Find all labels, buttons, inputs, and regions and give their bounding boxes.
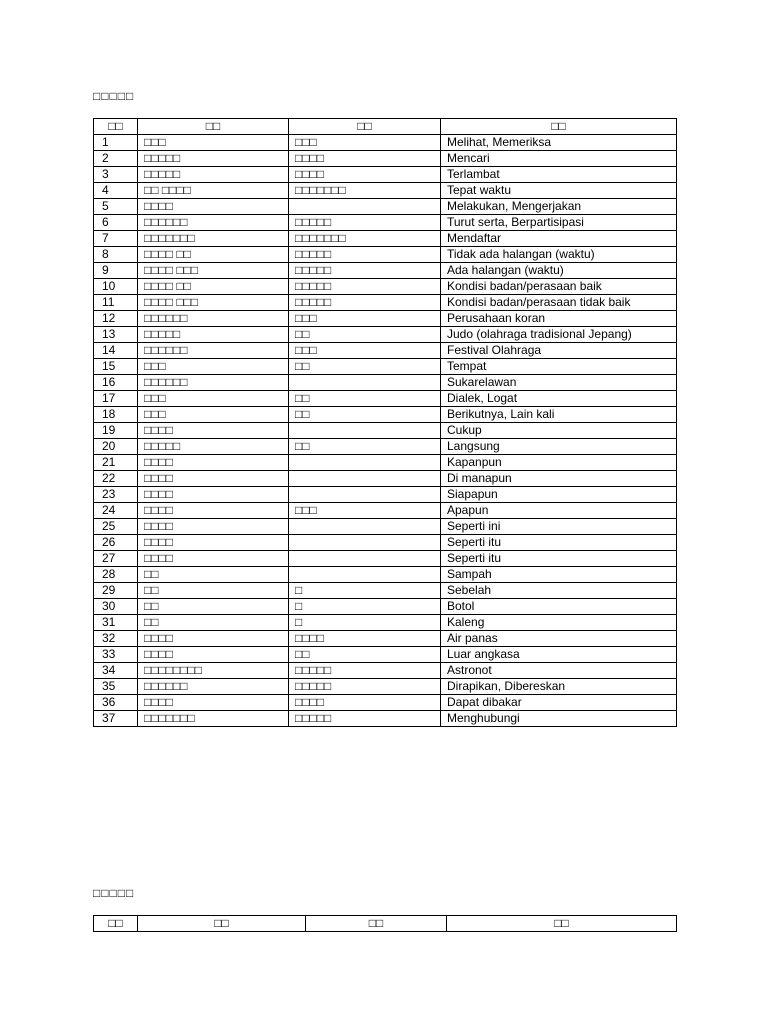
cell-meaning: Kaleng	[441, 615, 677, 631]
cell-kanji	[289, 535, 441, 551]
cell-meaning: Apapun	[441, 503, 677, 519]
cell-number: 28	[94, 567, 138, 583]
table-row	[94, 711, 677, 727]
cell-kanji	[289, 375, 441, 391]
header-reading: □□	[138, 916, 306, 932]
cell-reading: □□□□	[138, 519, 289, 535]
table-row	[94, 631, 677, 647]
cell-meaning: Di manapun	[441, 471, 677, 487]
cell-reading: □□□□	[138, 503, 289, 519]
header-reading: □□	[138, 119, 289, 135]
table-row	[94, 231, 677, 247]
cell-number: 31	[94, 615, 138, 631]
cell-reading: □□□□	[138, 535, 289, 551]
cell-meaning: Terlambat	[441, 167, 677, 183]
cell-number: 37	[94, 711, 138, 727]
table-row	[94, 151, 677, 167]
cell-number: 3	[94, 167, 138, 183]
table-row	[94, 599, 677, 615]
table-row	[94, 391, 677, 407]
cell-kanji: □□□□□	[289, 679, 441, 695]
header-number: □□	[94, 916, 138, 932]
cell-reading: □□□□ □□□	[138, 295, 289, 311]
cell-reading: □□□□	[138, 631, 289, 647]
cell-number: 24	[94, 503, 138, 519]
cell-reading: □□□□□□□□	[138, 663, 289, 679]
header-meaning: □□	[441, 119, 677, 135]
cell-kanji: □□□□□□□	[289, 231, 441, 247]
header-number: □□	[94, 119, 138, 135]
cell-reading: □□□	[138, 135, 289, 151]
cell-number: 27	[94, 551, 138, 567]
cell-kanji: □□□□	[289, 631, 441, 647]
table-row	[94, 215, 677, 231]
table-row	[94, 615, 677, 631]
cell-reading: □□□□	[138, 551, 289, 567]
cell-kanji: □□□□□	[289, 215, 441, 231]
cell-number: 16	[94, 375, 138, 391]
cell-reading: □□□□□	[138, 439, 289, 455]
cell-kanji: □□□	[289, 311, 441, 327]
cell-reading: □□□□□□□	[138, 231, 289, 247]
table-row	[94, 503, 677, 519]
cell-meaning: Langsung	[441, 439, 677, 455]
cell-kanji: □□□	[289, 135, 441, 151]
cell-number: 13	[94, 327, 138, 343]
cell-meaning: Astronot	[441, 663, 677, 679]
cell-number: 25	[94, 519, 138, 535]
cell-meaning: Mencari	[441, 151, 677, 167]
cell-meaning: Tidak ada halangan (waktu)	[441, 247, 677, 263]
cell-number: 14	[94, 343, 138, 359]
cell-number: 1	[94, 135, 138, 151]
cell-meaning: Tepat waktu	[441, 183, 677, 199]
cell-kanji: □□	[289, 647, 441, 663]
cell-reading: □□□□	[138, 471, 289, 487]
cell-kanji: □□□	[289, 503, 441, 519]
section-title-1: □□□□□	[93, 89, 135, 103]
cell-reading: □□□□□	[138, 151, 289, 167]
cell-meaning: Sukarelawan	[441, 375, 677, 391]
table-row	[94, 663, 677, 679]
cell-reading: □□ □□□□	[138, 183, 289, 199]
cell-reading: □□□□	[138, 695, 289, 711]
cell-meaning: Dapat dibakar	[441, 695, 677, 711]
cell-reading: □□	[138, 615, 289, 631]
table-row	[94, 167, 677, 183]
table-row	[94, 311, 677, 327]
cell-number: 26	[94, 535, 138, 551]
cell-reading: □□□□	[138, 199, 289, 215]
table-row	[94, 567, 677, 583]
header-meaning: □□	[447, 916, 677, 932]
table-row	[94, 327, 677, 343]
cell-meaning: Cukup	[441, 423, 677, 439]
cell-kanji	[289, 487, 441, 503]
cell-reading: □□□□	[138, 455, 289, 471]
table-header-row	[94, 916, 677, 932]
cell-reading: □□□□ □□□	[138, 263, 289, 279]
cell-meaning: Menghubungi	[441, 711, 677, 727]
cell-number: 19	[94, 423, 138, 439]
cell-reading: □□□□	[138, 423, 289, 439]
cell-number: 36	[94, 695, 138, 711]
cell-number: 20	[94, 439, 138, 455]
table-row	[94, 359, 677, 375]
table-row	[94, 551, 677, 567]
cell-kanji	[289, 455, 441, 471]
cell-number: 17	[94, 391, 138, 407]
cell-kanji	[289, 551, 441, 567]
cell-meaning: Judo (olahraga tradisional Jepang)	[441, 327, 677, 343]
table-row	[94, 263, 677, 279]
cell-meaning: Seperti itu	[441, 551, 677, 567]
cell-number: 12	[94, 311, 138, 327]
cell-number: 5	[94, 199, 138, 215]
table-row	[94, 199, 677, 215]
table-row	[94, 519, 677, 535]
cell-meaning: Seperti itu	[441, 535, 677, 551]
table-header-row	[94, 119, 677, 135]
table-row	[94, 647, 677, 663]
cell-number: 32	[94, 631, 138, 647]
cell-reading: □□	[138, 599, 289, 615]
cell-meaning: Siapapun	[441, 487, 677, 503]
table-row	[94, 135, 677, 151]
cell-kanji: □□	[289, 359, 441, 375]
cell-kanji: □□	[289, 327, 441, 343]
cell-reading: □□□□ □□	[138, 247, 289, 263]
cell-meaning: Ada halangan (waktu)	[441, 263, 677, 279]
table-row	[94, 695, 677, 711]
cell-meaning: Mendaftar	[441, 231, 677, 247]
cell-reading: □□□□□	[138, 327, 289, 343]
cell-kanji: □□	[289, 439, 441, 455]
cell-number: 22	[94, 471, 138, 487]
table-row	[94, 343, 677, 359]
cell-meaning: Melihat, Memeriksa	[441, 135, 677, 151]
cell-reading: □□□□ □□	[138, 279, 289, 295]
cell-number: 34	[94, 663, 138, 679]
cell-reading: □□□	[138, 391, 289, 407]
cell-meaning: Kondisi badan/perasaan baik	[441, 279, 677, 295]
cell-number: 9	[94, 263, 138, 279]
cell-kanji: □□□□□	[289, 295, 441, 311]
cell-meaning: Melakukan, Mengerjakan	[441, 199, 677, 215]
header-kanji: □□	[289, 119, 441, 135]
cell-meaning: Festival Olahraga	[441, 343, 677, 359]
cell-kanji: □	[289, 615, 441, 631]
cell-kanji: □□□□	[289, 167, 441, 183]
cell-reading: □□□□□□□	[138, 711, 289, 727]
cell-meaning: Seperti ini	[441, 519, 677, 535]
cell-number: 7	[94, 231, 138, 247]
cell-number: 2	[94, 151, 138, 167]
table-row	[94, 583, 677, 599]
cell-kanji: □□□□□□□	[289, 183, 441, 199]
cell-reading: □□	[138, 567, 289, 583]
cell-reading: □□□	[138, 407, 289, 423]
header-kanji: □□	[306, 916, 447, 932]
cell-meaning: Turut serta, Berpartisipasi	[441, 215, 677, 231]
cell-reading: □□□	[138, 359, 289, 375]
cell-meaning: Perusahaan koran	[441, 311, 677, 327]
cell-reading: □□□□□□	[138, 375, 289, 391]
cell-number: 4	[94, 183, 138, 199]
table-row	[94, 487, 677, 503]
cell-number: 11	[94, 295, 138, 311]
cell-kanji: □□□□□	[289, 279, 441, 295]
cell-kanji: □□□□□	[289, 247, 441, 263]
cell-reading: □□□□□□	[138, 679, 289, 695]
cell-number: 18	[94, 407, 138, 423]
cell-meaning: Botol	[441, 599, 677, 615]
cell-kanji	[289, 519, 441, 535]
cell-meaning: Dialek, Logat	[441, 391, 677, 407]
cell-meaning: Sampah	[441, 567, 677, 583]
cell-kanji: □□□□□	[289, 711, 441, 727]
cell-kanji: □	[289, 583, 441, 599]
cell-number: 21	[94, 455, 138, 471]
cell-number: 29	[94, 583, 138, 599]
cell-reading: □□□□	[138, 647, 289, 663]
cell-number: 33	[94, 647, 138, 663]
cell-number: 15	[94, 359, 138, 375]
cell-kanji	[289, 199, 441, 215]
table-row	[94, 455, 677, 471]
cell-number: 10	[94, 279, 138, 295]
cell-kanji: □	[289, 599, 441, 615]
cell-kanji	[289, 567, 441, 583]
cell-reading: □□□□□	[138, 167, 289, 183]
cell-number: 35	[94, 679, 138, 695]
table-row	[94, 679, 677, 695]
table-row	[94, 407, 677, 423]
table-row	[94, 295, 677, 311]
table-row	[94, 535, 677, 551]
cell-meaning: Berikutnya, Lain kali	[441, 407, 677, 423]
cell-meaning: Air panas	[441, 631, 677, 647]
table-row	[94, 471, 677, 487]
table-row	[94, 183, 677, 199]
cell-kanji: □□	[289, 391, 441, 407]
cell-meaning: Dirapikan, Dibereskan	[441, 679, 677, 695]
cell-reading: □□□□□□	[138, 215, 289, 231]
table-row	[94, 247, 677, 263]
table-row	[94, 423, 677, 439]
cell-kanji: □□	[289, 407, 441, 423]
cell-reading: □□□□□□	[138, 311, 289, 327]
cell-number: 23	[94, 487, 138, 503]
cell-number: 8	[94, 247, 138, 263]
cell-reading: □□□□	[138, 487, 289, 503]
section-title-2: □□□□□	[93, 886, 135, 900]
vocabulary-table-1	[93, 118, 677, 727]
table-row	[94, 375, 677, 391]
cell-kanji: □□□□	[289, 695, 441, 711]
cell-kanji: □□□□	[289, 151, 441, 167]
cell-meaning: Kapanpun	[441, 455, 677, 471]
cell-number: 6	[94, 215, 138, 231]
cell-meaning: Kondisi badan/perasaan tidak baik	[441, 295, 677, 311]
cell-kanji	[289, 423, 441, 439]
cell-number: 30	[94, 599, 138, 615]
vocabulary-table-2	[93, 915, 677, 932]
cell-meaning: Sebelah	[441, 583, 677, 599]
cell-reading: □□□□□□	[138, 343, 289, 359]
cell-reading: □□	[138, 583, 289, 599]
table-row	[94, 439, 677, 455]
cell-kanji: □□□□□	[289, 263, 441, 279]
cell-meaning: Tempat	[441, 359, 677, 375]
cell-meaning: Luar angkasa	[441, 647, 677, 663]
cell-kanji: □□□□□	[289, 663, 441, 679]
cell-kanji	[289, 471, 441, 487]
cell-kanji: □□□	[289, 343, 441, 359]
table-row	[94, 279, 677, 295]
